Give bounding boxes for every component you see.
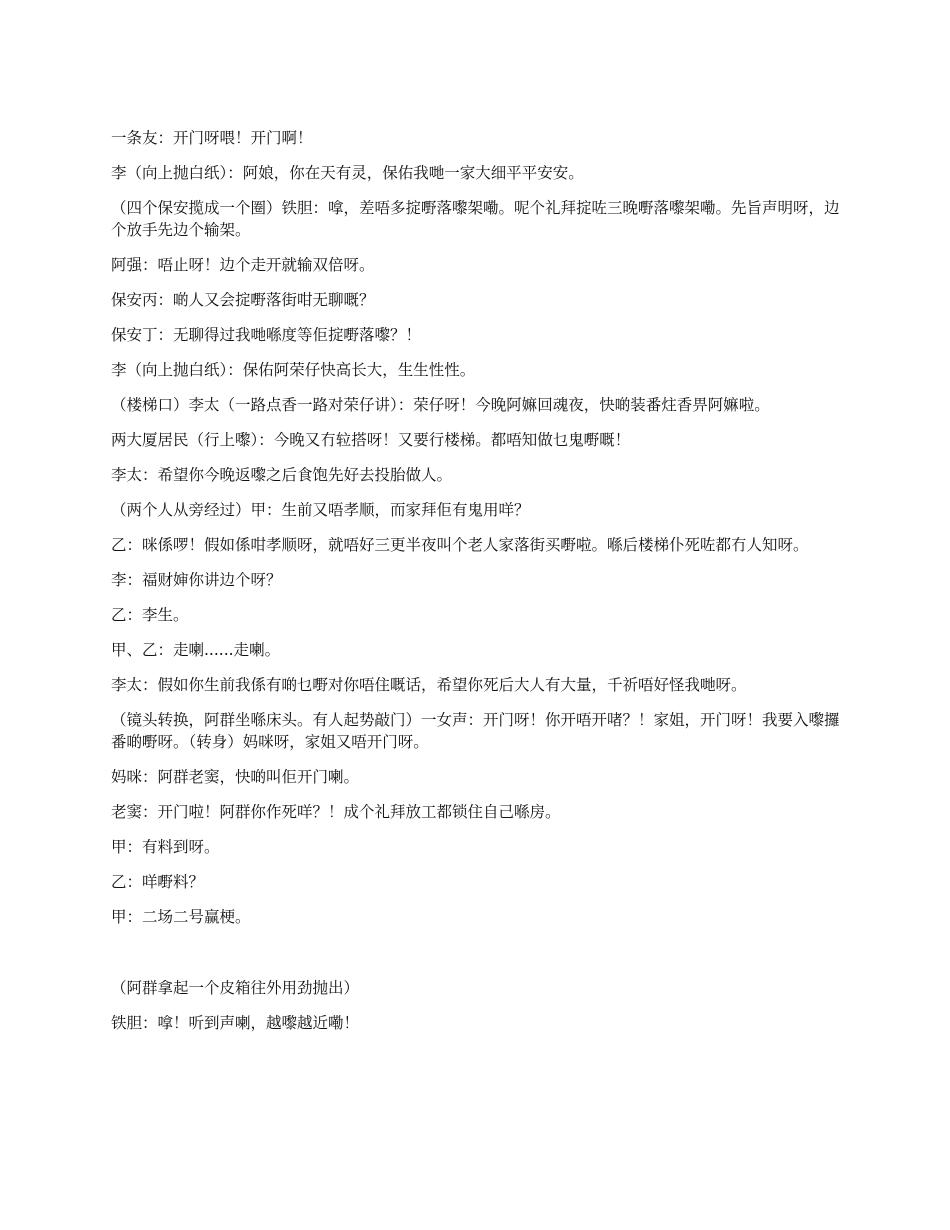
script-line: 保安丙：啲人又会掟嘢落街咁无聊嘅？ [111,291,375,309]
script-line: （两个人从旁经过）甲：生前又唔孝顺，而家拜佢有鬼用咩？ [111,501,530,519]
script-line: （镜头转换，阿群坐喺床头。有人起势敲门）一女声：开门呀！你开唔开啫？！家姐，开门呀！我要入嚟攞番啲嘢呀。（转身）妈咪呀，家姐又唔开门呀。 [111,711,840,751]
script-line: 一条友：开门呀喂！开门啊！ [111,129,313,147]
script-line: 李（向上抛白纸）：阿娘，你在天有灵，保佑我哋一家大细平平安安。 [111,164,584,182]
script-line: 保安丁：无聊得过我哋喺度等佢掟嘢落嚟？！ [111,326,422,344]
script-line: 老窦：开门啦！阿群你作死咩？！成个礼拜放工都锁住自己喺房。 [111,803,561,821]
script-line: 妈咪：阿群老窦，快啲叫佢开门喇。 [111,768,360,786]
script-line: 李太：假如你生前我係有啲乜嘢对你唔住嘅话，希望你死后大人有大量，千祈唔好怪我哋呀。 [111,676,747,694]
script-line: （楼梯口）李太（一路点香一路对荣仔讲）：荣仔呀！今晚阿嫲回魂夜，快啲装番炷香畀阿嫲啦。 [111,396,770,414]
script-line: （四个保安揽成一个圈）铁胆：嗱，差唔多掟嘢落嚟架嘞。呢个礼拜掟咗三晚嘢落嚟架嘞。先旨声明呀，边个放手先边个输架。 [111,199,840,239]
script-line: 两大厦居民（行上嚟）：今晚又冇䢂搭呀！又要行楼梯。都唔知做乜鬼嘢嘅！ [111,431,631,449]
section-gap [111,941,846,977]
script-line: 乙：李生。 [111,606,189,624]
script-line: 甲：二场二号赢梗。 [111,908,251,926]
script-line: 李（向上抛白纸）：保佑阿荣仔快高长大，生生性性。 [111,361,476,379]
script-line: 乙：咩嘢料？ [111,873,205,891]
script-body [111,127,846,1047]
script-line: 李：福财婶你讲边个呀？ [111,571,282,589]
script-line: （阿群拿起一个皮箱往外用劲抛出） [111,979,360,997]
script-line: 甲、乙：走喇......走喇。 [111,641,281,659]
script-line: 李太：希望你今晚返嚟之后食饱先好去投胎做人。 [111,466,453,484]
script-line: 甲：有料到呀。 [111,838,220,856]
script-line: 铁胆：嗱！听到声喇，越嚟越近嘞！ [111,1014,360,1032]
script-line: 乙：咪係啰！假如係咁孝顺呀，就唔好三更半夜叫个老人家落街买嘢啦。喺后楼梯仆死咗都冇人知呀。 [111,536,809,554]
script-line: 阿强：唔止呀！边个走开就输双倍呀。 [111,256,375,274]
